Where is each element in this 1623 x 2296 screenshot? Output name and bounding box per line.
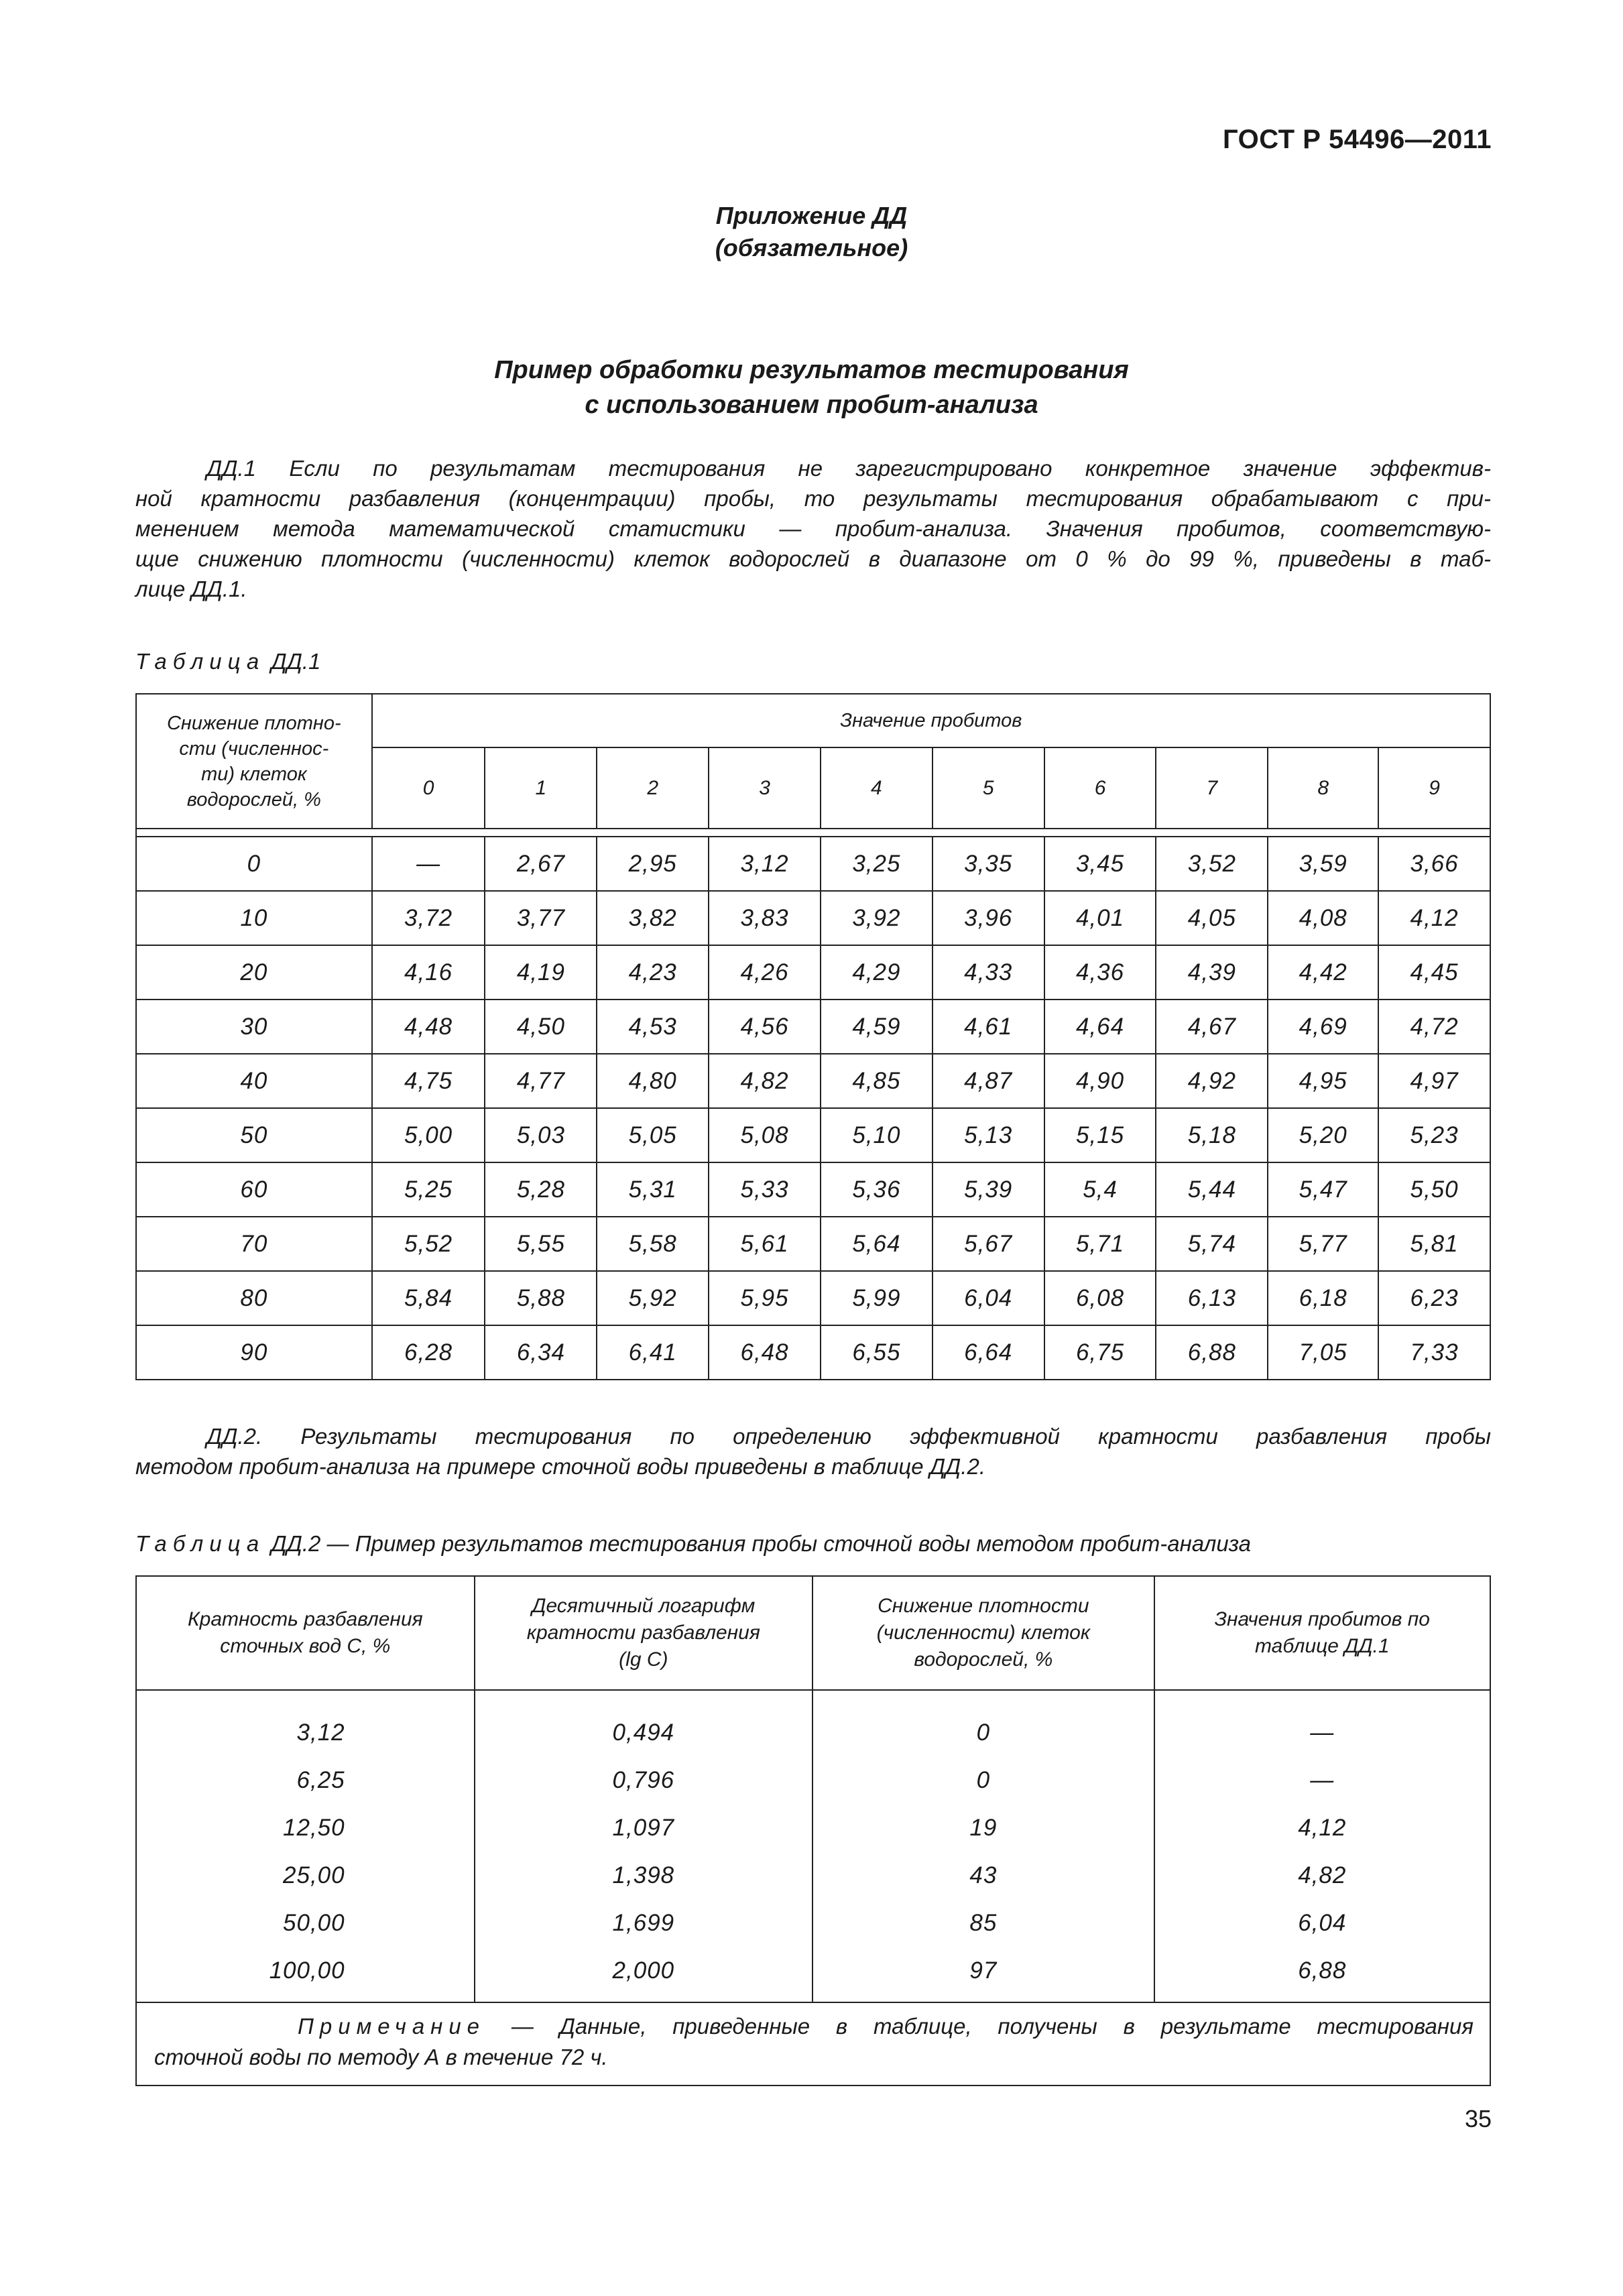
probit-cell: 7,05 [1268, 1325, 1378, 1380]
probit-cell: 2,95 [597, 837, 709, 891]
table2-cell: 19 [813, 1804, 1154, 1852]
probit-cell: 4,95 [1268, 1054, 1378, 1108]
paragraph-line: щие снижению плотности (численности) клеток водорослей в диапазоне от 0 % до 99 %, приведены в таб- [135, 546, 1491, 571]
probit-cell: 5,31 [597, 1162, 709, 1217]
table-row [136, 1804, 1490, 1852]
probit-cell: 6,75 [1044, 1325, 1156, 1380]
probit-cell: 5,64 [821, 1217, 933, 1271]
table1-header-separator [136, 829, 1490, 837]
header-line: таблице ДД.1 [1254, 1635, 1390, 1657]
document-code: ГОСТ Р 54496—2011 [1223, 125, 1492, 154]
table2-col-header [813, 1576, 1154, 1690]
probit-cell: 4,33 [933, 945, 1044, 1000]
row-label: 40 [136, 1054, 372, 1108]
probit-cell: 4,36 [1044, 945, 1156, 1000]
probit-cell: 3,82 [597, 891, 709, 945]
probit-cell: 5,08 [709, 1108, 821, 1162]
table1-col-header: 8 [1268, 747, 1378, 829]
table-row [136, 1271, 1490, 1325]
header-line: Снижение плотности [878, 1595, 1089, 1617]
appendix-title: Приложение ДД [715, 202, 908, 229]
probit-cell: 6,64 [933, 1325, 1044, 1380]
probit-cell: 5,4 [1044, 1162, 1156, 1217]
probit-cell: 4,59 [821, 1000, 933, 1054]
probit-cell: 4,16 [372, 945, 485, 1000]
probit-cell: 5,15 [1044, 1108, 1156, 1162]
section-title-line1: Пример обработки результатов тестирования [494, 356, 1129, 384]
probit-cell: 4,92 [1156, 1054, 1268, 1108]
probit-cell: 4,56 [709, 1000, 821, 1054]
probit-cell: 4,90 [1044, 1054, 1156, 1108]
table2-cell: 1,398 [475, 1852, 813, 1899]
header-line: Значения пробитов по [1214, 1608, 1430, 1630]
table-row [136, 1947, 1490, 2002]
page-number: 35 [1464, 2105, 1492, 2132]
probit-cell: 4,12 [1378, 891, 1490, 945]
paragraph-line: ной кратности разбавления (концентрации) пробы, то результаты тестирования обрабатывают с при- [135, 486, 1491, 511]
header-line: сточных вод C, % [220, 1635, 391, 1657]
table2-cell: 0,494 [475, 1690, 813, 1756]
probit-cell: 5,99 [821, 1271, 933, 1325]
header-line: Кратность разбавления [187, 1608, 423, 1630]
probit-cell: 4,67 [1156, 1000, 1268, 1054]
probit-cell: 5,18 [1156, 1108, 1268, 1162]
probit-cell: 4,75 [372, 1054, 485, 1108]
probit-cell: 3,66 [1378, 837, 1490, 891]
table2-caption [135, 1531, 1251, 1557]
header-line: кратности разбавления [526, 1622, 760, 1644]
probit-cell: 4,29 [821, 945, 933, 1000]
header-line: Десятичный логарифм [532, 1595, 756, 1617]
probit-cell: 3,45 [1044, 837, 1156, 891]
table1-col-header: 3 [709, 747, 821, 829]
probit-cell: 6,23 [1378, 1271, 1490, 1325]
table2-cell: 4,82 [1154, 1852, 1490, 1899]
row-label: 60 [136, 1162, 372, 1217]
row-label: 50 [136, 1108, 372, 1162]
table2-caption-word: Таблица [135, 1531, 265, 1556]
table2-cell: 0 [813, 1756, 1154, 1804]
probit-cell: 4,82 [709, 1054, 821, 1108]
table2-cell: 100,00 [136, 1947, 475, 2002]
row-label: 90 [136, 1325, 372, 1380]
probit-cell: 5,67 [933, 1217, 1044, 1271]
note-text: — Данные, приведенные в таблице, получены в результате тестирования [511, 2014, 1474, 2039]
paragraph-line: менением метода математической статистики — пробит-анализа. Значения пробитов, соответствую- [135, 516, 1491, 541]
probit-cell: 5,23 [1378, 1108, 1490, 1162]
paragraph-line: ДД.2. Результаты тестирования по определению эффективной кратности разбавления пробы [206, 1424, 1491, 1449]
probit-cell: 5,13 [933, 1108, 1044, 1162]
probit-cell: 5,58 [597, 1217, 709, 1271]
probit-cell: 5,74 [1156, 1217, 1268, 1271]
probit-cell: 5,36 [821, 1162, 933, 1217]
probit-cell: 5,77 [1268, 1217, 1378, 1271]
probit-cell: 4,85 [821, 1054, 933, 1108]
row-label: 0 [136, 837, 372, 891]
table-row [136, 1217, 1490, 1271]
probit-cell: 5,00 [372, 1108, 485, 1162]
probit-cell: — [372, 837, 485, 891]
section-title [0, 353, 1623, 422]
table1-col-header: 5 [933, 747, 1044, 829]
row-label: 80 [136, 1271, 372, 1325]
header-line: (lg C) [619, 1648, 668, 1671]
probit-cell: 4,42 [1268, 945, 1378, 1000]
probit-cell: 5,50 [1378, 1162, 1490, 1217]
header-line: (численности) клеток [876, 1622, 1091, 1644]
row-header-line: ти) клеток [201, 763, 307, 785]
table1-col-header: 4 [821, 747, 933, 829]
probit-cell: 6,28 [372, 1325, 485, 1380]
probit-cell: 4,45 [1378, 945, 1490, 1000]
table1-caption-word: Таблица [135, 649, 265, 674]
probit-cell: 5,84 [372, 1271, 485, 1325]
probit-cell: 4,77 [485, 1054, 597, 1108]
table-row [136, 1852, 1490, 1899]
probit-cell: 4,72 [1378, 1000, 1490, 1054]
row-header-line: сти (численнос- [179, 737, 329, 760]
table-row [136, 1054, 1490, 1108]
probit-cell: 6,88 [1156, 1325, 1268, 1380]
probit-cell: 4,97 [1378, 1054, 1490, 1108]
table1-col-header: 9 [1378, 747, 1490, 829]
probit-cell: 4,87 [933, 1054, 1044, 1108]
probit-cell: 5,39 [933, 1162, 1044, 1217]
row-header-line: Снижение плотно- [166, 712, 341, 734]
header-line: водорослей, % [914, 1648, 1053, 1671]
probit-cell: 3,59 [1268, 837, 1378, 891]
probit-cell: 6,13 [1156, 1271, 1268, 1325]
probit-cell: 7,33 [1378, 1325, 1490, 1380]
table2-cell: 25,00 [136, 1852, 475, 1899]
probit-cell: 6,08 [1044, 1271, 1156, 1325]
appendix-heading [0, 200, 1623, 264]
appendix-status: (обязательное) [715, 234, 908, 261]
probit-cell: 5,28 [485, 1162, 597, 1217]
probit-cell: 6,55 [821, 1325, 933, 1380]
table2-cell: 2,000 [475, 1947, 813, 2002]
table-row [136, 1756, 1490, 1804]
paragraph-dd1 [135, 453, 1491, 604]
table1-col-header: 7 [1156, 747, 1268, 829]
probit-cell: 5,47 [1268, 1162, 1378, 1217]
table2-cell: 85 [813, 1899, 1154, 1947]
probit-cell: 4,08 [1268, 891, 1378, 945]
probit-cell: 4,53 [597, 1000, 709, 1054]
probit-cell: 4,39 [1156, 945, 1268, 1000]
probit-cell: 6,18 [1268, 1271, 1378, 1325]
table2-cell: — [1154, 1690, 1490, 1756]
note-word: Примечание [298, 2014, 486, 2039]
table2-cell: — [1154, 1756, 1490, 1804]
probit-cell: 5,81 [1378, 1217, 1490, 1271]
probit-cell: 5,44 [1156, 1162, 1268, 1217]
table2-cell: 1,097 [475, 1804, 813, 1852]
probit-cell: 4,01 [1044, 891, 1156, 945]
table2-cell: 3,12 [136, 1690, 475, 1756]
table2-cell: 4,12 [1154, 1804, 1490, 1852]
paragraph-line: ДД.1 Если по результатам тестирования не зарегистрировано конкретное значение эффектив- [206, 456, 1491, 481]
probit-cell: 3,35 [933, 837, 1044, 891]
table2-col-header [1154, 1576, 1490, 1690]
table1-col-header: 6 [1044, 747, 1156, 829]
probit-cell: 4,23 [597, 945, 709, 1000]
table-row [136, 1325, 1490, 1380]
table1-row-header [136, 694, 372, 829]
probit-cell: 3,25 [821, 837, 933, 891]
table2-cell: 6,88 [1154, 1947, 1490, 2002]
probit-cell: 5,03 [485, 1108, 597, 1162]
probit-cell: 6,34 [485, 1325, 597, 1380]
table2-note [136, 2002, 1490, 2086]
table2-cell: 1,699 [475, 1899, 813, 1947]
section-title-line2: с использованием пробит-анализа [585, 391, 1038, 419]
table-row [136, 837, 1490, 891]
table1-col-header: 1 [485, 747, 597, 829]
probit-cell: 5,55 [485, 1217, 597, 1271]
probit-cell: 4,50 [485, 1000, 597, 1054]
table-row [136, 1162, 1490, 1217]
probit-cell: 6,04 [933, 1271, 1044, 1325]
table-row [136, 891, 1490, 945]
probit-cell: 5,33 [709, 1162, 821, 1217]
row-label: 10 [136, 891, 372, 945]
probit-cell: 4,61 [933, 1000, 1044, 1054]
table-row [136, 1690, 1490, 1756]
probit-cell: 3,52 [1156, 837, 1268, 891]
note-line [154, 2011, 1474, 2042]
probit-cell: 5,20 [1268, 1108, 1378, 1162]
probit-cell: 5,10 [821, 1108, 933, 1162]
table-row [136, 945, 1490, 1000]
table2-cell: 0,796 [475, 1756, 813, 1804]
probit-cell: 5,95 [709, 1271, 821, 1325]
probit-cell: 5,61 [709, 1217, 821, 1271]
probit-cell: 5,52 [372, 1217, 485, 1271]
table1-caption [135, 649, 320, 674]
table2-cell: 43 [813, 1852, 1154, 1899]
table2-col-header [475, 1576, 813, 1690]
table2-cell: 97 [813, 1947, 1154, 2002]
probit-cell: 6,48 [709, 1325, 821, 1380]
table2-caption-text: ДД.2 — Пример результатов тестирования пробы сточной воды методом пробит-анализа [271, 1531, 1252, 1556]
table2-cell: 12,50 [136, 1804, 475, 1852]
probit-cell: 5,92 [597, 1271, 709, 1325]
table2-cell: 0 [813, 1690, 1154, 1756]
probit-cell: 5,88 [485, 1271, 597, 1325]
probit-cell: 3,83 [709, 891, 821, 945]
row-label: 20 [136, 945, 372, 1000]
probit-table [135, 693, 1491, 1380]
probit-cell: 4,19 [485, 945, 597, 1000]
row-label: 30 [136, 1000, 372, 1054]
table1-group-header: Значение пробитов [372, 694, 1490, 747]
table1-col-header: 2 [597, 747, 709, 829]
table-row [136, 1000, 1490, 1054]
probit-cell: 4,80 [597, 1054, 709, 1108]
wastewater-test-table [135, 1575, 1491, 2086]
table2-cell: 6,04 [1154, 1899, 1490, 1947]
probit-cell: 4,48 [372, 1000, 485, 1054]
table1-caption-id: ДД.1 [271, 649, 321, 674]
probit-cell: 2,67 [485, 837, 597, 891]
table-row [136, 1108, 1490, 1162]
probit-cell: 3,96 [933, 891, 1044, 945]
paragraph-line: методом пробит-анализа на примере сточной воды приведены в таблице ДД.2. [135, 1454, 985, 1479]
note-line: сточной воды по методу А в течение 72 ч. [154, 2045, 608, 2069]
probit-cell: 4,05 [1156, 891, 1268, 945]
table2-col-header [136, 1576, 475, 1690]
probit-cell: 3,12 [709, 837, 821, 891]
probit-cell: 5,05 [597, 1108, 709, 1162]
paragraph-line: лице ДД.1. [135, 577, 247, 601]
probit-cell: 4,69 [1268, 1000, 1378, 1054]
probit-cell: 5,25 [372, 1162, 485, 1217]
row-label: 70 [136, 1217, 372, 1271]
probit-cell: 4,26 [709, 945, 821, 1000]
table1-col-header: 0 [372, 747, 485, 829]
table2-cell: 6,25 [136, 1756, 475, 1804]
row-header-line: водорослей, % [186, 788, 321, 810]
probit-cell: 3,77 [485, 891, 597, 945]
probit-cell: 6,41 [597, 1325, 709, 1380]
probit-cell: 3,72 [372, 891, 485, 945]
probit-cell: 3,92 [821, 891, 933, 945]
table-row [136, 1899, 1490, 1947]
probit-cell: 4,64 [1044, 1000, 1156, 1054]
table2-cell: 50,00 [136, 1899, 475, 1947]
probit-cell: 5,71 [1044, 1217, 1156, 1271]
paragraph-dd2 [135, 1421, 1491, 1482]
